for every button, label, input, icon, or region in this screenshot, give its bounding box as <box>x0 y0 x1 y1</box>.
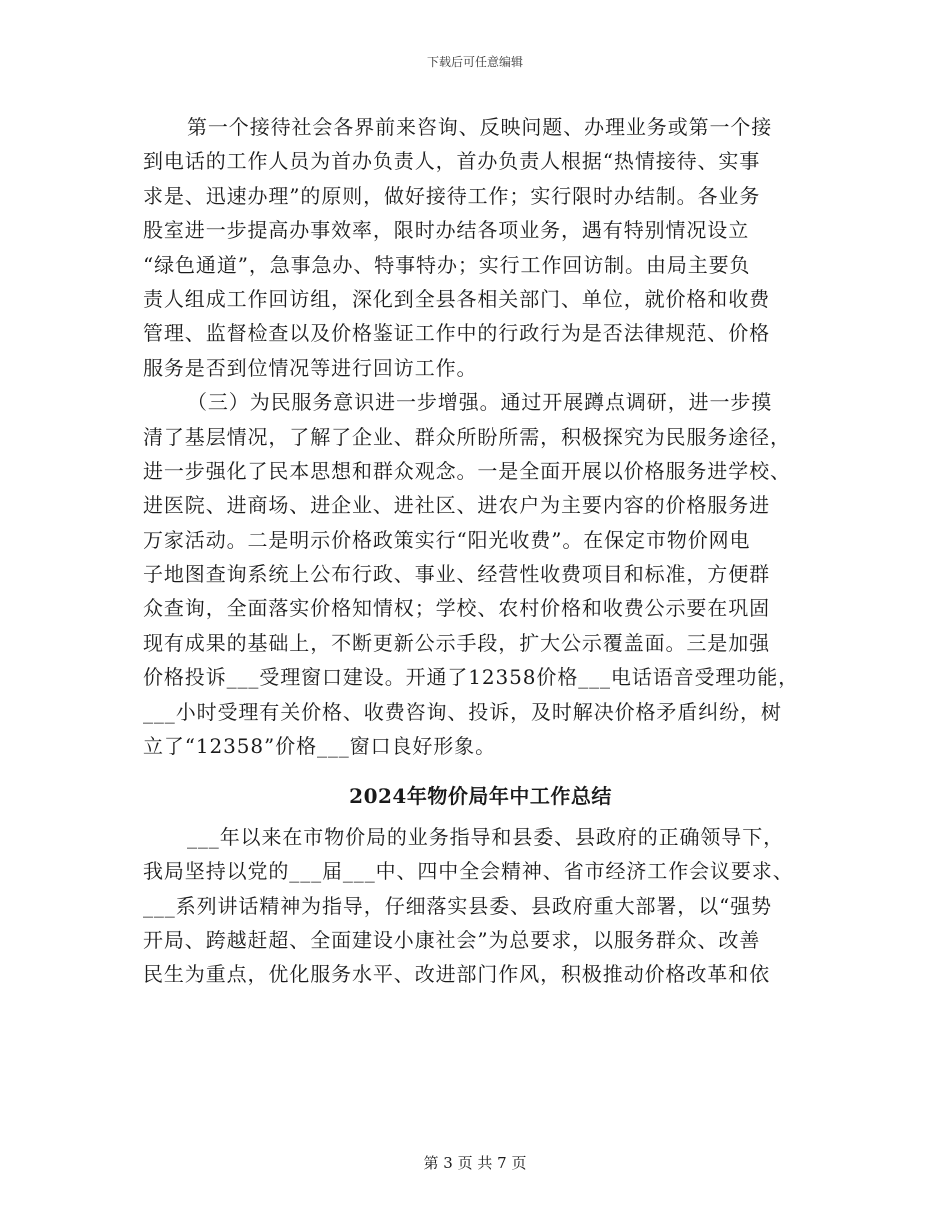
document-body <box>143 110 818 992</box>
header-note: 下载后可任意编辑 <box>426 55 523 69</box>
paragraph-line: 进医院、进商场、进企业、进社区、进农户为主要内容的价格服务进 <box>143 493 770 518</box>
paragraph-line: 开局、跨越赶超、全面建设小康社会”为总要求，以服务群众、改善 <box>143 927 761 952</box>
paragraph-line: （三）为民服务意识进一步增强。通过开展蹲点调研，进一步摸 <box>187 390 773 415</box>
paragraph-line: ___系列讲话精神为指导，仔细落实县委、县政府重大部署，以“强势 <box>143 893 773 918</box>
paragraph-line: 服务是否到位情况等进行回访工作。 <box>143 355 478 380</box>
paragraph-line: 求是、迅速办理”的原则，做好接待工作；实行限时办结制。各业务 <box>143 183 761 208</box>
paragraph-line: 第一个接待社会各界前来咨询、反映问题、办理业务或第一个接 <box>187 115 773 139</box>
paragraph-line: 责人组成工作回访组，深化到全县各相关部门、单位，就价格和收费 <box>143 286 770 311</box>
paragraph-line: “绿色通道”，急事急办、特事特办；实行工作回访制。由局主要负 <box>143 252 751 277</box>
paragraph-line: 管理、监督检查以及价格鉴证工作中的行政行为是否法律规范、价格 <box>143 321 770 346</box>
paragraph-line: 现有成果的基础上，不断更新公示手段，扩大公示覆盖面。三是加强 <box>143 630 770 655</box>
paragraph-line: 清了基层情况，了解了企业、群众所盼所需，积极探究为民服务途径， <box>143 424 791 449</box>
paragraph-line: 子地图查询系统上公布行政、事业、经营性收费项目和标准，方便群 <box>143 562 770 587</box>
paragraph-line: 股室进一步提高办事效率，限时办结各项业务，遇有特别情况设立 <box>143 218 750 243</box>
paragraph-line: ___小时受理有关价格、收费咨询、投诉，及时解决价格矛盾纠纷，树 <box>143 699 782 724</box>
section-title: 2024年物价局年中工作总结 <box>349 784 612 809</box>
page-number: 第 3 页 共 7 页 <box>423 1154 527 1172</box>
paragraph-line: 民生为重点，优化服务水平、改进部门作风，积极推动价格改革和依 <box>143 962 770 987</box>
paragraph-line: 立了“12358”价格___窗口良好形象。 <box>143 734 496 759</box>
paragraph-line: 万家活动。二是明示价格政策实行“阳光收费”。在保定市物价网电 <box>143 527 751 552</box>
paragraph-line: 价格投诉___受理窗口建设。开通了12358价格___电话语音受理功能， <box>143 665 800 690</box>
paragraph-line: 我局坚持以党的___届___中、四中全会精神、省市经济工作会议要求、 <box>143 859 794 884</box>
paragraph-line: 众查询，全面落实价格知情权；学校、农村价格和收费公示要在巩固 <box>143 596 770 621</box>
paragraph-line: 到电话的工作人员为首办负责人，首办负责人根据“热情接待、实事 <box>143 149 761 174</box>
paragraph-line: ___年以来在市物价局的业务指导和县委、县政府的正确领导下， <box>187 824 784 849</box>
paragraph-line: 进一步强化了民本思想和群众观念。一是全面开展以价格服务进学校、 <box>143 458 791 483</box>
